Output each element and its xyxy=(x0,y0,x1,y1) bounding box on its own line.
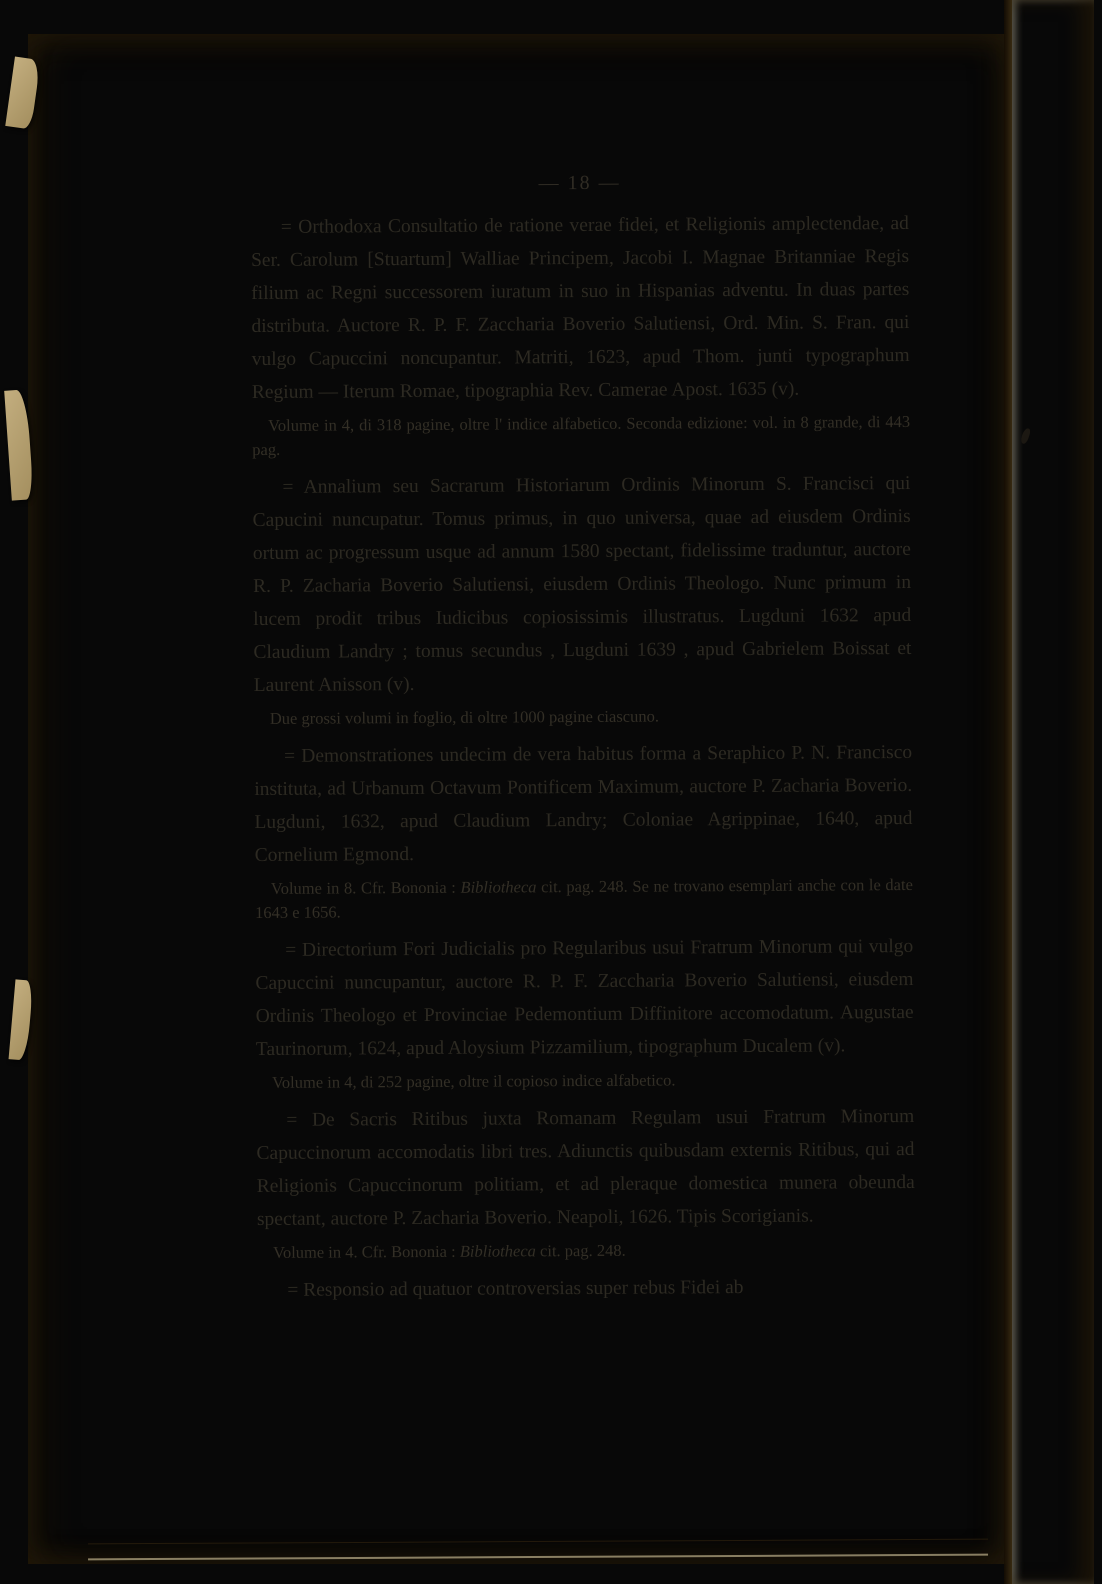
entry-paragraph: = Directorium Fori Judicialis pro Regularibus usui Fratrum Minorum qui vulgo Capuccini nuncupantur, auctore R. P. F. Zaccharia Boverio Salutiensi, eiusdem Ordinis Theologo et Provinciae Pedemontium Diffinitore accomodatum. Augustae Taurinorum, 1624, apud Aloysium Pizzamilium, tipographum Ducalem (v). xyxy=(255,935,914,1061)
text-block xyxy=(251,170,916,1312)
note-cited-title: Bibliotheca xyxy=(460,877,537,897)
page-bottom-edge xyxy=(88,1539,988,1561)
note-paragraph xyxy=(257,1237,915,1265)
note-paragraph: Volume in 4, di 252 pagine, oltre il copioso indice alfabetico. xyxy=(272,1070,676,1092)
note-text: cit. pag. 248. xyxy=(535,1240,626,1261)
note-text: Volume in 8. Cfr. Bononia : xyxy=(270,877,461,898)
entry-paragraph: = Annalium seu Sacrarum Historiarum Ordinis Minorum S. Francisci qui Capucini nuncupatur. Tomus primus, in quo universa, quae ad eiusdem Ordinis ortum ac progressum usque ad annum 1580 spectant, fidelissime traduntur, auctore R. P. Zacharia Boverio Salutiensi, eiusdem Ordinis Theologo. Nunc primum in lucem prodit tribus Iudicibus copiosissimis illustratus. Lugduni 1632 apud Claudium Landry ; tomus secundus , Lugduni 1639 , apud Gabrielem Boissat et Laurent Anisson (v). xyxy=(252,472,912,697)
note-paragraph: Due grossi volumi in foglio, di oltre 1000 pagine ciascuno. xyxy=(269,706,659,728)
note-paragraph: Volume in 4, di 318 pagine, oltre l' indice alfabetico. Seconda edizione: vol. in 8 grande, di 443 pag. xyxy=(252,411,911,460)
entry-paragraph: = Responsio ad quatuor controversias super rebus Fidei ab xyxy=(287,1277,744,1301)
page-gutter-shadow xyxy=(1004,0,1012,1584)
entry-paragraph: = Demonstrationes undecim de vera habitus forma a Seraphico P. N. Francisco instituta, ad Urbanum Octavum Pontificem Maximum, auctore P. Zacharia Boverio. Lugduni, 1632, apud Claudium Landry; Coloniae Agrippinae, 1640, apud Cornelium Egmond. xyxy=(254,741,913,867)
adjacent-page-edge xyxy=(1012,0,1094,1584)
note-text: cit. pag. 248. Se ne trovano esemplari anche con le date 1643 e 1656. xyxy=(254,874,913,923)
page-number: — 18 — xyxy=(538,171,621,195)
note-cited-title: Bibliotheca xyxy=(459,1241,536,1261)
note-text: Volume in 4. Cfr. Bononia : xyxy=(273,1241,460,1262)
entry-paragraph: = Orthodoxa Consultatio de ratione verae fidei, et Religionis amplectendae, ad Ser. Carolum [Stuartum] Walliae Principem, Jacobi I. Magnae Britanniae Regis filium ac Regni successorem iuratum in suo in Hispanias adventu. In duas partes distributa. Auctore R. P. F. Zaccharia Boverio Salutiensi, Ord. Min. S. Fran. qui vulgo Capuccini noncupantur. Matriti, 1623, apud Thom. junti typographum Regium — Iterum Romae, tipographia Rev. Camerae Apost. 1635 (v). xyxy=(250,213,910,404)
entry-paragraph: = De Sacris Ritibus juxta Romanam Regulam usui Fratrum Minorum Capuccinorum accomodatis libri tres. Adiunctis quibusdam externis Ritibus, qui ad Religionis Capuccinorum politiam, et ad pleraque domestica munera obeunda spectant, auctore P. Zacharia Boverio. Neapoli, 1626. Tipis Scorigianis. xyxy=(256,1105,915,1231)
note-paragraph xyxy=(255,873,913,925)
